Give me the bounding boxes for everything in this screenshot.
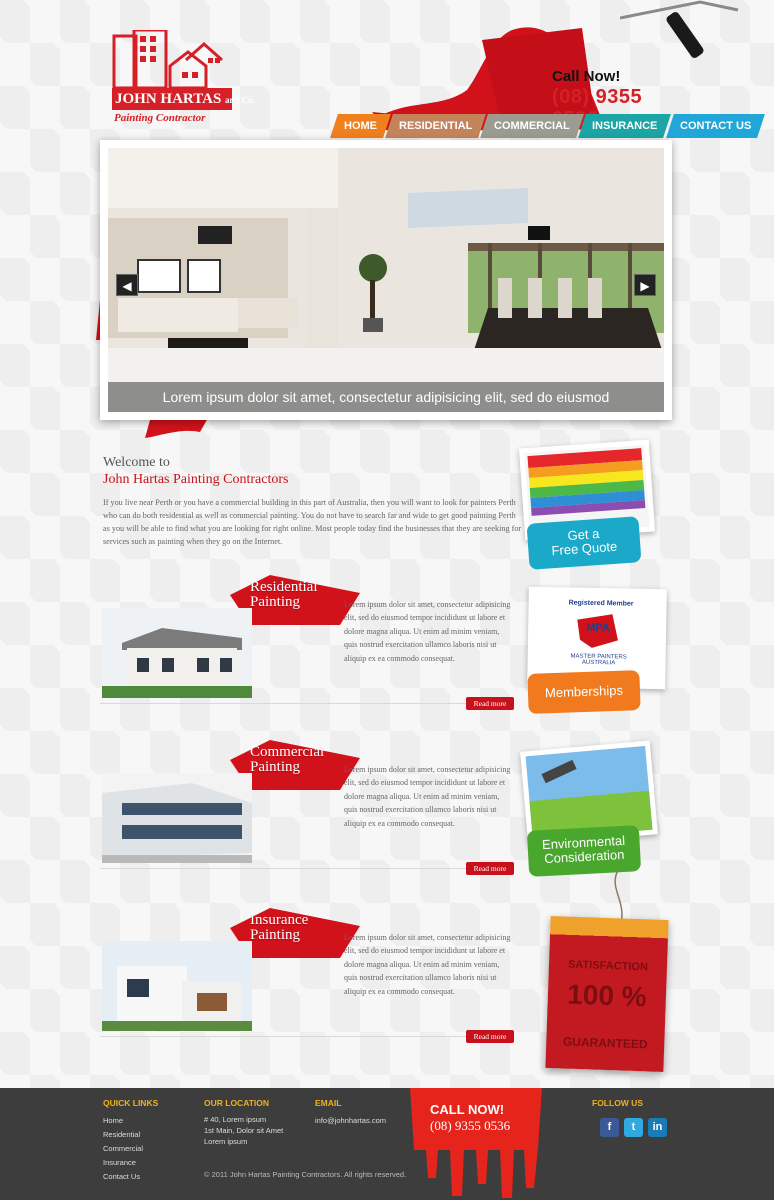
footer-email-title: EMAIL — [315, 1098, 342, 1108]
service-title: Commercial Painting — [250, 744, 325, 775]
nav-contact-us[interactable]: CONTACT US — [666, 114, 765, 138]
footer-quick-links — [103, 1114, 143, 1184]
divider — [100, 703, 512, 704]
service-commercial — [100, 735, 520, 885]
satisfaction-label: SATISFACTION — [567, 958, 649, 974]
service-insurance — [100, 903, 520, 1053]
nav-home[interactable]: HOME — [330, 114, 391, 138]
footer-quick-links-title: QUICK LINKS — [103, 1098, 159, 1108]
service-description: Lorem ipsum dolor sit amet, consectetur adipisicing elit, sed do eiusmod tempor incididunt ut labore et dolore magna aliqua. Ut enim ad minim veniam, quis nostrud exercitation ullamco laboris nisi ut aliquip ex ea commodo consequat. — [344, 765, 511, 828]
nav-residential[interactable]: RESIDENTIAL — [385, 114, 486, 138]
paint-roller-icon — [620, 0, 740, 62]
welcome-section — [103, 455, 523, 548]
footer-call-now[interactable] — [406, 1088, 546, 1200]
divider — [100, 868, 512, 869]
main-nav — [334, 114, 763, 138]
footer-link-contact-us[interactable]: Contact Us — [103, 1172, 141, 1181]
service-residential — [100, 570, 520, 720]
office-building-photo — [102, 773, 252, 863]
free-quote-button[interactable]: Get a Free Quote — [527, 516, 642, 570]
footer-link-residential[interactable]: Residential — [103, 1130, 141, 1139]
read-more-button[interactable]: Read more — [466, 1030, 514, 1043]
facebook-icon[interactable]: f — [600, 1118, 619, 1137]
environmental-button[interactable]: Environmental Consideration — [527, 825, 641, 877]
location-line: 1st Main, Dolor sit Amet — [204, 1126, 284, 1135]
guaranteed-label: GUARANTEED — [562, 1034, 648, 1052]
read-more-button[interactable]: Read more — [466, 862, 514, 875]
service-description: Lorem ipsum dolor sit amet, consectetur adipisicing elit, sed do eiusmod tempor incididunt ut labore et dolore magna aliqua. Ut enim ad minim veniam, quis nostrud exercitation ullamco laboris nisi ut aliquip ex ea commodo consequat. — [344, 600, 511, 663]
satisfaction-percent: 100 % — [566, 978, 648, 1013]
footer-link-insurance[interactable]: Insurance — [103, 1158, 136, 1167]
member-org-name: MASTER PAINTERS AUSTRALIA — [570, 653, 627, 667]
memberships-button[interactable]: Memberships — [527, 670, 640, 714]
footer-follow-title: FOLLOW US — [592, 1098, 643, 1108]
service-title: Residential Painting — [250, 579, 318, 610]
service-title: Insurance Painting — [250, 912, 309, 943]
location-line: Lorem ipsum — [204, 1137, 248, 1146]
linkedin-icon[interactable]: in — [648, 1118, 667, 1137]
footer-call-number: (08) 9355 0536 — [430, 1118, 511, 1133]
satisfaction-guarantee-tag — [545, 916, 668, 1072]
slider-next-button[interactable]: ▶ — [634, 274, 656, 296]
location-line: # 40, Lorem ipsum — [204, 1115, 267, 1124]
footer — [0, 1088, 774, 1200]
slide-caption: Lorem ipsum dolor sit amet, consectetur adipisicing elit, sed do eiusmod — [108, 382, 664, 412]
logo-tagline: Painting Contractor — [114, 112, 206, 124]
buildings-logo-icon — [104, 30, 234, 90]
footer-location — [204, 1114, 283, 1147]
footer-link-commercial[interactable]: Commercial — [103, 1144, 144, 1153]
read-more-button[interactable]: Read more — [466, 697, 514, 710]
twitter-icon[interactable]: t — [624, 1118, 643, 1137]
footer-location-title: OUR LOCATION — [204, 1098, 270, 1108]
logo-title: JOHN HARTAS and Co. — [112, 88, 232, 110]
logo[interactable] — [104, 30, 256, 130]
registered-member-label: Registered Member — [568, 599, 634, 608]
room-interior-image — [108, 148, 664, 412]
call-now-label: Call Now! — [552, 68, 621, 85]
nav-insurance[interactable]: INSURANCE — [578, 114, 671, 138]
footer-link-home[interactable]: Home — [103, 1116, 124, 1125]
call-now-number: (08) 9355 — [552, 86, 643, 108]
nav-commercial[interactable]: COMMERCIAL — [480, 114, 584, 138]
slide-image — [108, 148, 664, 412]
hero-slider[interactable] — [100, 140, 672, 420]
footer-call-label: CALL NOW! — [430, 1102, 505, 1117]
service-description: Lorem ipsum dolor sit amet, consectetur adipisicing elit, sed do eiusmod tempor incididunt ut labore et dolore magna aliqua. Ut enim ad minim veniam, quis nostrud exercitation ullamco laboris nisi ut aliquip ex ea commodo consequat. — [344, 933, 511, 996]
house-photo — [102, 608, 252, 698]
slider-prev-button[interactable]: ◀ — [116, 274, 138, 296]
mpa-logo-text: MPA — [586, 621, 610, 635]
copyright: © 2011 John Hartas Painting Contractors. All rights reserved. — [204, 1170, 407, 1179]
divider — [100, 1036, 512, 1037]
modern-house-photo — [102, 941, 252, 1031]
welcome-body: If you live near Perth or you have a commercial building in this part of Australia, then you will want to look for painters Perth who can do both residential as well as commercial painting. You do not have to search far and wide to get good painting Perth as you will be able to find what you are looking for right online. Most people today find the businesses that they are seeking for services such as painting when they go on the Internet. — [103, 498, 522, 546]
footer-email-link[interactable]: info@johnhartas.com — [315, 1116, 386, 1125]
welcome-pretitle: Welcome to — [103, 455, 170, 470]
welcome-title: John Hartas Painting Contractors — [103, 472, 289, 487]
